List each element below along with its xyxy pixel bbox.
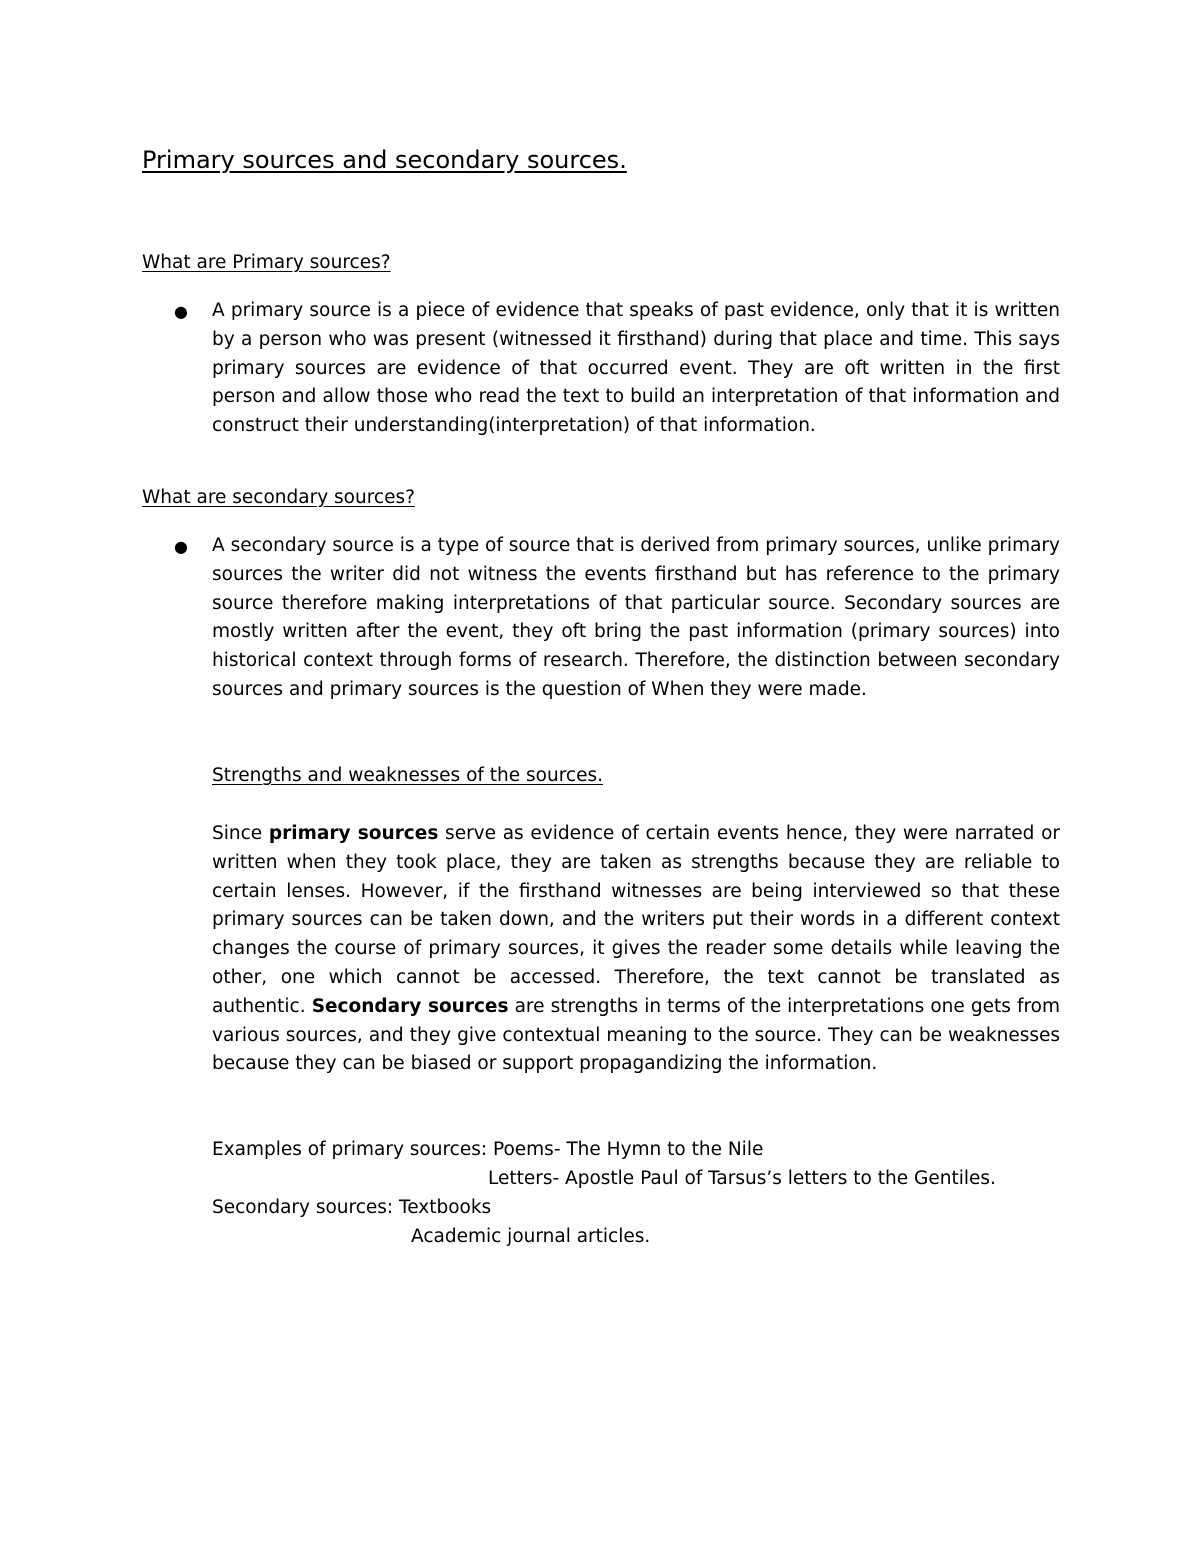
secondary-sources-definition: A secondary source is a type of source that is derived from primary sources, unlike primary sources the writer did not witness the events firsthand but has reference to the primary source therefore making interpretations of that particular source. Secondary sources are mostly written after the event, they oft bring the past information (primary sources) into historical context through forms of research. Therefore, the distinction between secondary sources and primary sources is the question of When they were made. <box>212 535 1060 700</box>
text-run: serve as evidence of certain events hence, they were narrated or written when they took place, they are taken as strengths because they are reliable to certain lenses. However, if the firsthand witnesses are being interviewed so that these primary sources can be taken down, and the writers put their words in a different context changes the course of primary sources, it gives the reader some details while leaving the other, one which cannot be accessed. Therefore, the text cannot be translated as authentic. <box>212 823 1060 1017</box>
strengths-weaknesses-text <box>212 820 1060 1079</box>
bullet-icon: ● <box>174 302 188 321</box>
secondary-sources-bullet <box>174 532 1060 705</box>
bullet-icon: ● <box>174 537 188 556</box>
examples-secondary-line: Secondary sources: Textbooks <box>212 1197 492 1218</box>
bold-primary-sources: primary sources <box>268 823 439 844</box>
examples-primary-letters: Letters- Apostle Paul of Tarsus’s letters to the Gentiles. <box>488 1168 996 1189</box>
strengths-weaknesses-heading: Strengths and weaknesses of the sources. <box>212 765 603 786</box>
examples-secondary-journals: Academic journal articles. <box>411 1226 651 1247</box>
text-run: are strengths in terms of the interpretations one gets from various sources, and they give contextual meaning to the source. They can be weaknesses because they can be biased or support propagandizing the information. <box>212 995 1060 1075</box>
primary-sources-definition: A primary source is a piece of evidence that speaks of past evidence, only that it is written by a person who was present (witnessed it firsthand) during that place and time. This says primary sources are evidence of that occurred event. They are oft written in the first person and allow those who read the text to build an interpretation of that information and construct their understanding(interpretation) of that information. <box>212 300 1060 437</box>
text-run: Since <box>212 823 269 844</box>
strengths-weaknesses-paragraph <box>212 820 1060 1079</box>
examples-primary-line: Examples of primary sources: Poems- The Hymn to the Nile <box>212 1139 764 1160</box>
primary-sources-bullet <box>174 297 1060 441</box>
primary-sources-heading: What are Primary sources? <box>142 252 391 273</box>
document-title: Primary sources and secondary sources. <box>142 146 627 174</box>
bold-secondary-sources: Secondary sources <box>311 995 509 1017</box>
secondary-sources-heading: What are secondary sources? <box>142 487 415 508</box>
